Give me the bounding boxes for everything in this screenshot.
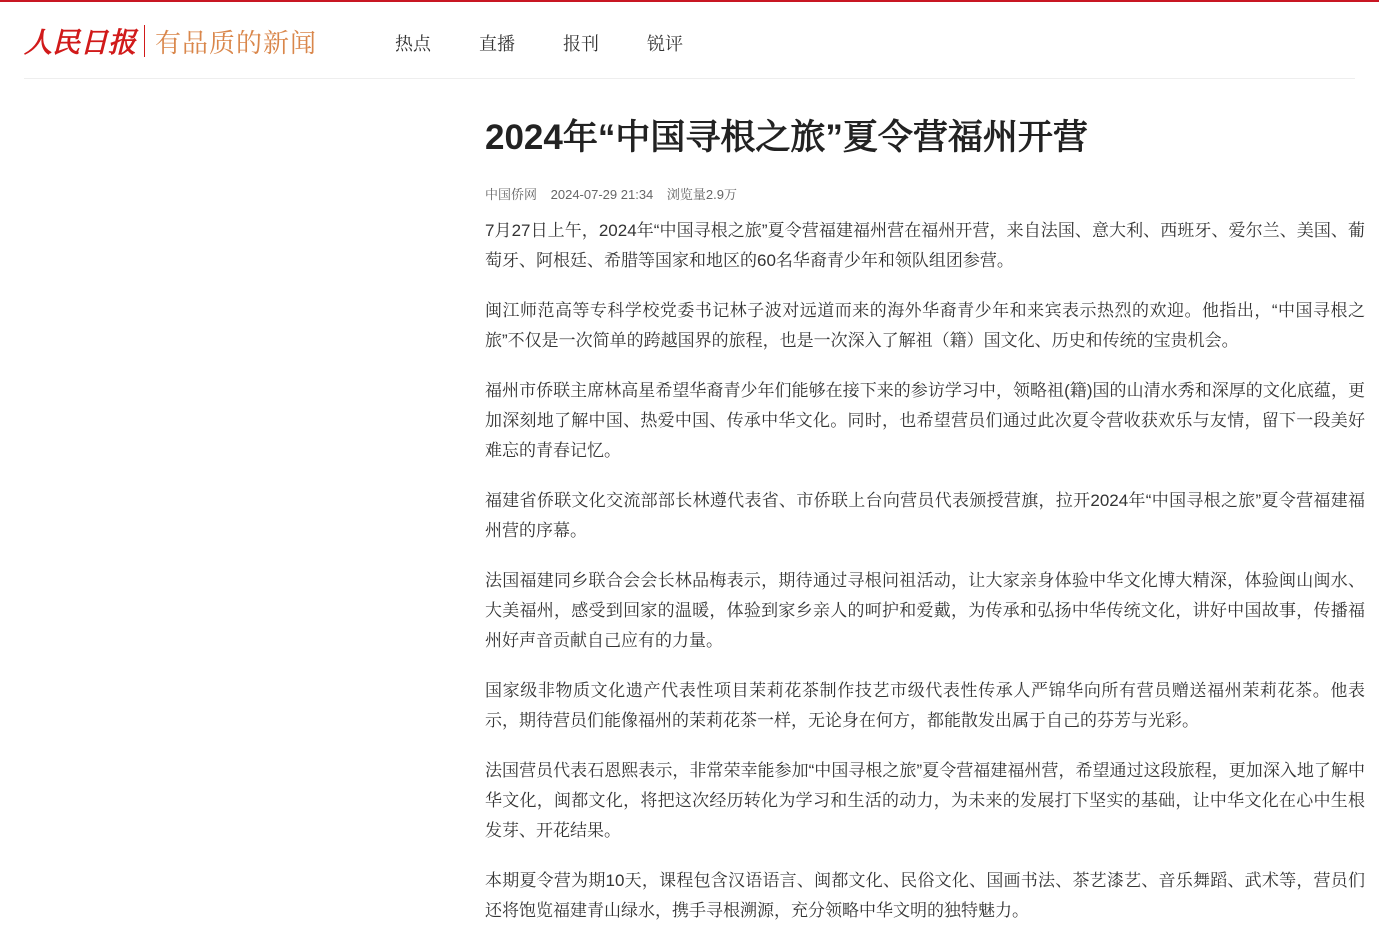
site-header: [24, 2, 1355, 79]
article-paragraph: 福建省侨联文化交流部部长林遵代表省、市侨联上台向营员代表颁授营旗，拉开2024年“中国寻根之旅”夏令营福建福州营的序幕。: [485, 491, 1365, 540]
article-paragraph: 法国营员代表石恩熙表示，非常荣幸能参加“中国寻根之旅”夏令营福建福州营，希望通过这段旅程，更加深入地了解中华文化，闽都文化，将把这次经历转化为学习和生活的动力，为未来的发展打下坚实的基础，让中华文化在心中生根发芽、开花结果。: [485, 761, 1365, 840]
site-logo[interactable]: [24, 22, 317, 60]
article-paragraph: 本期夏令营为期10天，课程包含汉语语言、闽都文化、民俗文化、国画书法、茶艺漆艺、音乐舞蹈、武术等，营员们还将饱览福建青山绿水，携手寻根溯源，充分领略中华文明的独特魅力。: [485, 871, 1365, 920]
article-paragraph: 国家级非物质文化遗产代表性项目茉莉花茶制作技艺市级代表性传承人严锦华向所有营员赠送福州茉莉花茶。他表示，期待营员们能像福州的茉莉花茶一样，无论身在何方，都能散发出属于自己的芬芳与光彩。: [485, 681, 1365, 730]
article-meta: [485, 184, 1365, 204]
article-body: [485, 216, 1365, 926]
logo-slogan: 有品质的新闻: [155, 27, 318, 58]
article-views: 浏览量2.9万: [666, 187, 737, 202]
nav-item-hot[interactable]: 热点: [395, 34, 431, 54]
logo-divider: [144, 25, 145, 57]
article-paragraph: 闽江师范高等专科学校党委书记林子波对远道而来的海外华裔青少年和来宾表示热烈的欢迎。他指出，“中国寻根之旅”不仅是一次简单的跨越国界的旅程，也是一次深入了解祖（籍）国文化、历史和传统的宝贵机会。: [485, 301, 1365, 350]
article-paragraph: 福州市侨联主席林高星希望华裔青少年们能够在接下来的参访学习中，领略祖(籍)国的山清水秀和深厚的文化底蕴，更加深刻地了解中国、热爱中国、传承中华文化。同时，也希望营员们通过此次夏令营收获欢乐与友情，留下一段美好难忘的青春记忆。: [485, 381, 1365, 460]
article-title: 2024年“中国寻根之旅”夏令营福州开营: [485, 118, 1088, 157]
article-source: 中国侨网: [485, 187, 538, 202]
main-nav: [395, 30, 731, 56]
article: [485, 110, 1365, 946]
nav-item-live[interactable]: 直播: [479, 34, 515, 54]
article-paragraph: 7月27日上午，2024年“中国寻根之旅”夏令营福建福州营在福州开营，来自法国、意大利、西班牙、爱尔兰、美国、葡萄牙、阿根廷、希腊等国家和地区的60名华裔青少年和领队组团参营。: [485, 221, 1365, 270]
article-paragraph: 法国福建同乡联合会会长林品梅表示，期待通过寻根问祖活动，让大家亲身体验中华文化博大精深，体验闽山闽水、大美福州，感受到回家的温暖，体验到家乡亲人的呵护和爱戴，为传承和弘扬中华传统文化，讲好中国故事，传播福州好声音贡献自己应有的力量。: [485, 571, 1365, 650]
logo-brand-text: 人民日报: [24, 26, 137, 59]
nav-item-commentary[interactable]: 锐评: [647, 34, 683, 54]
article-datetime: 2024-07-29 21:34: [550, 187, 654, 202]
nav-item-newspaper[interactable]: 报刊: [563, 34, 599, 54]
